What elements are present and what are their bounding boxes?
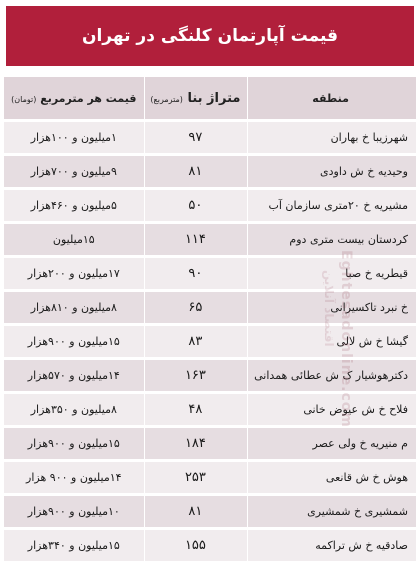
cell-size: ۹۷ xyxy=(144,122,246,153)
cell-area: کردستان بیست متری دوم xyxy=(247,224,416,255)
cell-gap xyxy=(247,326,248,357)
cell-gap xyxy=(247,258,248,289)
table-row xyxy=(4,292,416,323)
header-price-label: قیمت هر مترمربع xyxy=(40,91,137,105)
title-bar xyxy=(0,0,420,72)
cell-area: فلاح خ ش عیوض خانی xyxy=(247,394,416,425)
table-body xyxy=(4,122,416,561)
table-row xyxy=(4,258,416,289)
cell-gap xyxy=(247,360,248,391)
cell-size: ۵۰ xyxy=(144,190,246,221)
cell-area: صادقیه خ ش تراکمه xyxy=(247,530,416,561)
cell-gap xyxy=(247,156,248,187)
cell-area: شهرزیبا خ بهاران xyxy=(247,122,416,153)
watermark: Eghtesadonline.com xyxy=(338,250,354,429)
cell-gap xyxy=(144,190,145,221)
cell-area: شمشیری خ شمشیری xyxy=(247,496,416,527)
cell-area: دکترهوشیار ک ش عطائی همدانی xyxy=(247,360,416,391)
cell-price: ۱۴میلیون و ۹۰۰ هزار xyxy=(4,462,144,493)
cell-gap xyxy=(144,360,145,391)
header-size-unit: (مترمربع) xyxy=(150,94,183,104)
cell-gap xyxy=(144,258,145,289)
header-size xyxy=(144,77,246,119)
cell-gap xyxy=(247,428,248,459)
cell-price: ۵میلیون و ۴۶۰هزار xyxy=(4,190,144,221)
table-row xyxy=(4,496,416,527)
cell-gap xyxy=(144,394,145,425)
cell-area: گیشا خ ش لالی xyxy=(247,326,416,357)
cell-size: ۲۵۳ xyxy=(144,462,246,493)
cell-gap xyxy=(247,394,248,425)
cell-gap xyxy=(247,530,248,561)
cell-area: مشیریه خ ۲۰متری سازمان آب xyxy=(247,190,416,221)
table-row xyxy=(4,530,416,561)
cell-gap xyxy=(144,292,145,323)
cell-gap xyxy=(247,122,248,153)
cell-gap xyxy=(247,462,248,493)
cell-area: وحیدیه خ ش داودی xyxy=(247,156,416,187)
cell-gap xyxy=(144,224,145,255)
cell-price: ۹میلیون و ۷۰۰هزار xyxy=(4,156,144,187)
price-table xyxy=(4,74,416,564)
cell-size: ۸۱ xyxy=(144,156,246,187)
header-price-unit: (تومان) xyxy=(11,94,37,104)
cell-price: ۱۵میلیون و ۹۰۰هزار xyxy=(4,428,144,459)
table-row xyxy=(4,190,416,221)
cell-size: ۱۶۳ xyxy=(144,360,246,391)
table-row xyxy=(4,224,416,255)
cell-size: ۹۰ xyxy=(144,258,246,289)
cell-gap xyxy=(144,462,145,493)
cell-price: ۱۰میلیون و ۹۰۰هزار xyxy=(4,496,144,527)
cell-price: ۱۷میلیون و ۲۰۰هزار xyxy=(4,258,144,289)
table-row xyxy=(4,326,416,357)
cell-size: ۶۵ xyxy=(144,292,246,323)
cell-area: خ نبرد تاکسیرانی xyxy=(247,292,416,323)
cell-gap xyxy=(144,156,145,187)
cell-price: ۱میلیون و ۱۰۰هزار xyxy=(4,122,144,153)
cell-size: ۱۵۵ xyxy=(144,530,246,561)
page-title: قیمت آپارتمان کلنگی در تهران xyxy=(6,6,414,66)
header-size-label: متراژ بنا xyxy=(187,90,241,106)
table-row xyxy=(4,122,416,153)
cell-area: هوش خ ش قانعی xyxy=(247,462,416,493)
table-row xyxy=(4,394,416,425)
table-row xyxy=(4,462,416,493)
cell-gap xyxy=(247,292,248,323)
cell-size: ۱۱۴ xyxy=(144,224,246,255)
table-row xyxy=(4,428,416,459)
cell-price: ۸میلیون و ۳۵۰هزار xyxy=(4,394,144,425)
cell-gap xyxy=(247,496,248,527)
cell-price: ۱۵میلیون و ۹۰۰هزار xyxy=(4,326,144,357)
cell-area: قیطریه خ صبا xyxy=(247,258,416,289)
header-area: منطقه xyxy=(247,77,416,119)
cell-gap xyxy=(144,428,145,459)
cell-gap xyxy=(144,496,145,527)
cell-price: ۸میلیون و ۸۱۰هزار xyxy=(4,292,144,323)
cell-gap xyxy=(247,190,248,221)
cell-gap xyxy=(144,326,145,357)
cell-gap xyxy=(247,224,248,255)
table-header-row xyxy=(4,77,416,119)
watermark-fa: اقتصاد آنلاین xyxy=(322,270,336,347)
cell-size: ۸۱ xyxy=(144,496,246,527)
cell-size: ۸۳ xyxy=(144,326,246,357)
cell-area: م منیریه خ ولی عصر xyxy=(247,428,416,459)
cell-gap xyxy=(144,530,145,561)
header-price xyxy=(4,77,144,119)
cell-size: ۱۸۴ xyxy=(144,428,246,459)
table-row xyxy=(4,156,416,187)
cell-price: ۱۵میلیون xyxy=(4,224,144,255)
cell-price: ۱۴میلیون و ۵۷۰هزار xyxy=(4,360,144,391)
cell-gap xyxy=(144,122,145,153)
table-row xyxy=(4,360,416,391)
cell-size: ۴۸ xyxy=(144,394,246,425)
cell-price: ۱۵میلیون و ۳۴۰هزار xyxy=(4,530,144,561)
